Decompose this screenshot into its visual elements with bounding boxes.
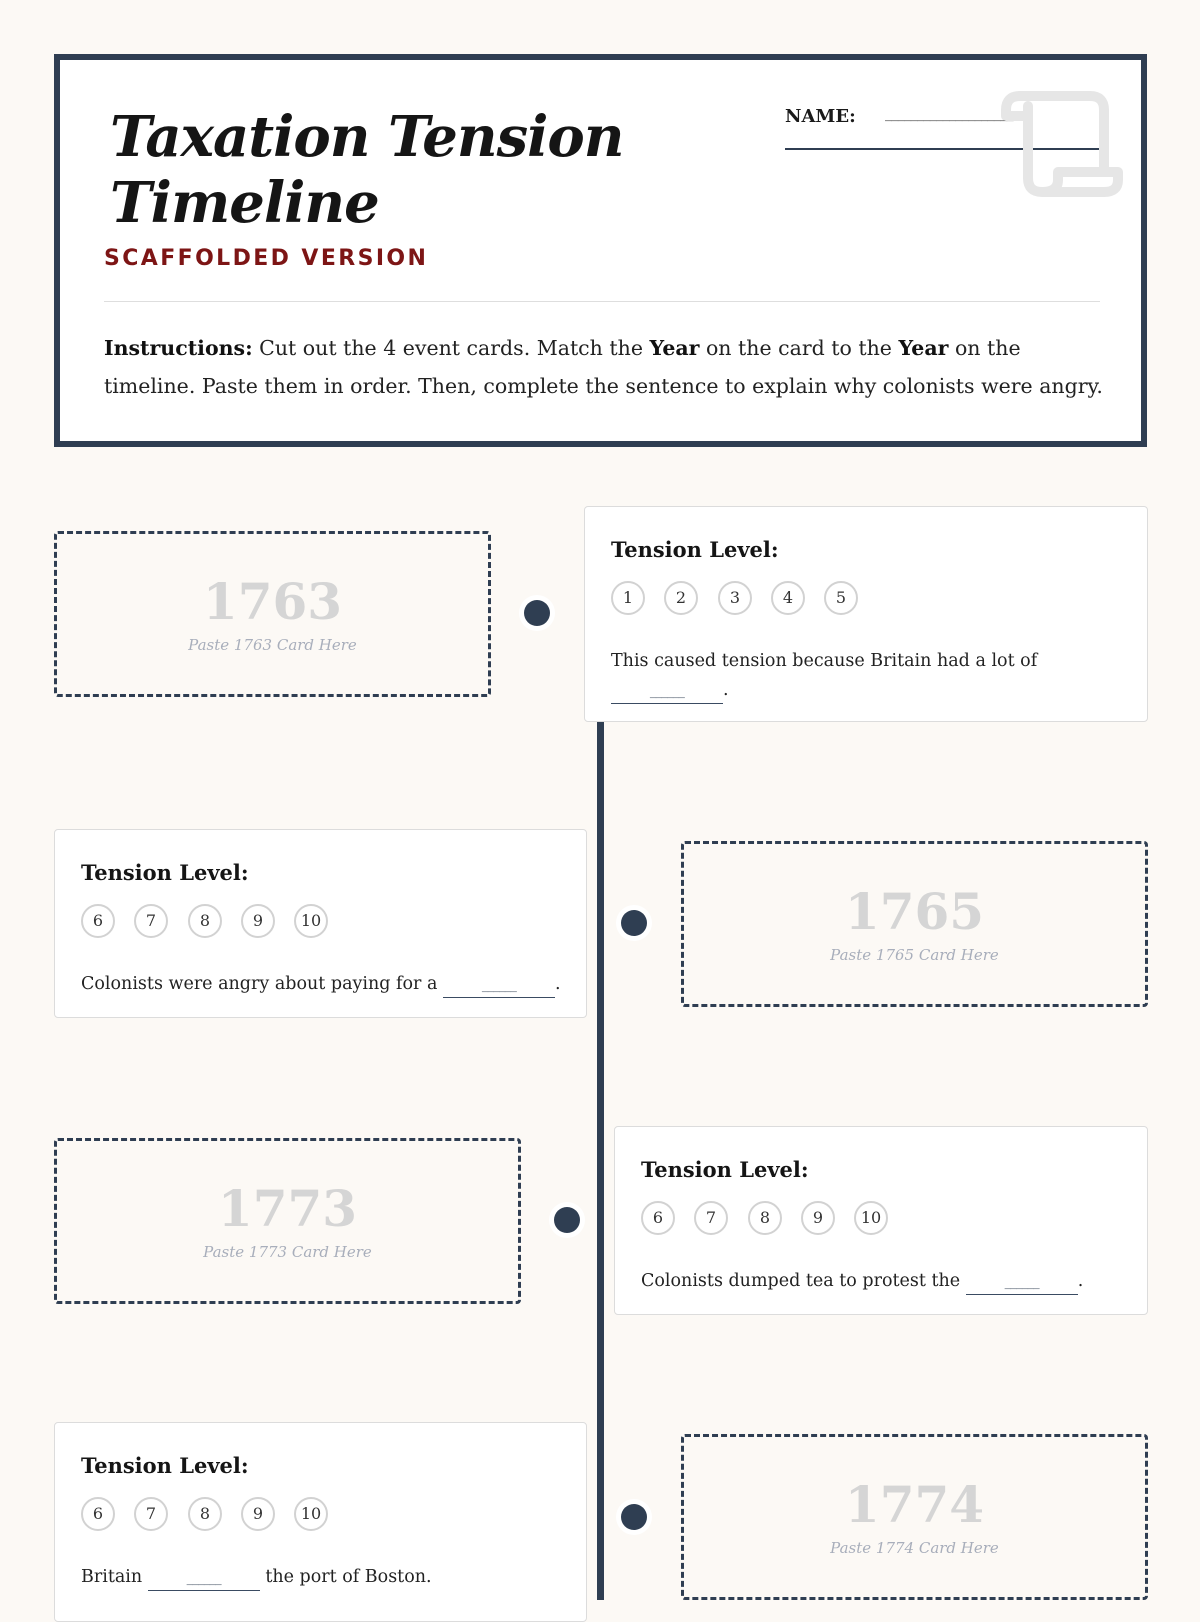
tension-level-label: Tension Level: xyxy=(641,1157,809,1182)
worksheet-header xyxy=(54,54,1147,447)
tension-option-4[interactable]: 4 xyxy=(771,581,805,615)
tension-option-7[interactable]: 7 xyxy=(134,904,168,938)
title-line-2: Timeline xyxy=(110,170,379,236)
tension-option-9[interactable]: 9 xyxy=(801,1201,835,1235)
tension-option-2[interactable]: 2 xyxy=(664,581,698,615)
tension-option-6[interactable]: 6 xyxy=(81,904,115,938)
sentence-end: . xyxy=(1077,1271,1084,1291)
paste-hint-text: Paste 1773 Card Here xyxy=(203,1243,372,1261)
instructions-text xyxy=(104,329,1104,405)
name-field[interactable]: ____________________ xyxy=(885,106,1014,122)
tension-option-1[interactable]: 1 xyxy=(611,581,645,615)
title-line-1: Taxation Tension xyxy=(110,104,624,170)
paste-hint-text: Paste 1763 Card Here xyxy=(188,636,357,654)
explanation-sentence xyxy=(641,1267,1083,1296)
paste-year-label: 1765 xyxy=(844,882,985,941)
sentence-text: Colonists were angry about paying for a xyxy=(81,974,438,994)
timeline-marker-1763 xyxy=(524,600,550,626)
tension-option-10[interactable]: 10 xyxy=(294,904,328,938)
paste-year-label: 1774 xyxy=(844,1475,985,1534)
timeline-spine xyxy=(597,716,604,1600)
sentence-end: . xyxy=(723,680,729,700)
sentence-text: This caused tension because Britain had a lot of xyxy=(611,651,1038,671)
tension-option-7[interactable]: 7 xyxy=(694,1201,728,1235)
paste-year-label: 1763 xyxy=(202,572,343,631)
tension-option-10[interactable]: 10 xyxy=(294,1497,328,1531)
instructions-part-2: on the card to the xyxy=(699,336,899,360)
header-divider xyxy=(104,301,1100,302)
sentence-end: the port of Boston. xyxy=(265,1567,432,1587)
timeline-marker-1774 xyxy=(621,1504,647,1530)
sentence-text: Colonists dumped tea to protest the xyxy=(641,1271,961,1291)
instructions-keyword-year-1: Year xyxy=(649,336,700,360)
tension-level-label: Tension Level: xyxy=(81,860,249,885)
tension-option-5[interactable]: 5 xyxy=(824,581,858,615)
page-title xyxy=(110,104,670,236)
answer-blank[interactable]: ______ xyxy=(611,681,723,704)
instructions-keyword-year-2: Year xyxy=(898,336,949,360)
answer-blank[interactable]: ______ xyxy=(966,1272,1078,1295)
tension-option-9[interactable]: 9 xyxy=(241,904,275,938)
tension-option-10[interactable]: 10 xyxy=(854,1201,888,1235)
instructions-lead: Instructions: xyxy=(104,336,253,360)
tension-card-1774 xyxy=(54,1422,587,1622)
explanation-sentence xyxy=(81,1563,432,1592)
instructions-part-1: Cut out the 4 event cards. Match the xyxy=(252,336,650,360)
explanation-sentence xyxy=(611,647,1051,705)
answer-blank[interactable]: ______ xyxy=(148,1568,260,1591)
paste-hint-text: Paste 1774 Card Here xyxy=(830,1539,999,1557)
sentence-end: . xyxy=(554,974,561,994)
timeline-marker-1765 xyxy=(621,910,647,936)
sentence-text: Britain xyxy=(81,1567,143,1587)
tension-level-label: Tension Level: xyxy=(611,537,779,562)
paste-hint-text: Paste 1765 Card Here xyxy=(830,946,999,964)
scroll-icon xyxy=(998,86,1124,202)
instructions-part-3: on the timeline. Paste them in order. Then, complete the sentence to explain why colonists were angry. xyxy=(104,336,1103,398)
page-subtitle: SCAFFOLDED VERSION xyxy=(104,246,429,271)
tension-option-9[interactable]: 9 xyxy=(241,1497,275,1531)
paste-area-1765[interactable] xyxy=(681,841,1148,1007)
tension-option-3[interactable]: 3 xyxy=(718,581,752,615)
tension-option-8[interactable]: 8 xyxy=(748,1201,782,1235)
tension-level-label: Tension Level: xyxy=(81,1453,249,1478)
tension-option-6[interactable]: 6 xyxy=(81,1497,115,1531)
tension-option-8[interactable]: 8 xyxy=(188,904,222,938)
timeline-marker-1773 xyxy=(554,1207,580,1233)
tension-card-1773 xyxy=(614,1126,1148,1315)
explanation-sentence xyxy=(81,970,561,999)
paste-area-1763[interactable] xyxy=(54,531,491,697)
paste-year-label: 1773 xyxy=(217,1179,358,1238)
tension-option-8[interactable]: 8 xyxy=(188,1497,222,1531)
answer-blank[interactable]: ______ xyxy=(443,975,555,998)
paste-area-1773[interactable] xyxy=(54,1138,521,1304)
paste-area-1774[interactable] xyxy=(681,1434,1148,1600)
tension-option-7[interactable]: 7 xyxy=(134,1497,168,1531)
tension-option-6[interactable]: 6 xyxy=(641,1201,675,1235)
tension-card-1763 xyxy=(584,506,1148,722)
name-label: NAME: xyxy=(785,106,856,127)
tension-card-1765 xyxy=(54,829,587,1018)
